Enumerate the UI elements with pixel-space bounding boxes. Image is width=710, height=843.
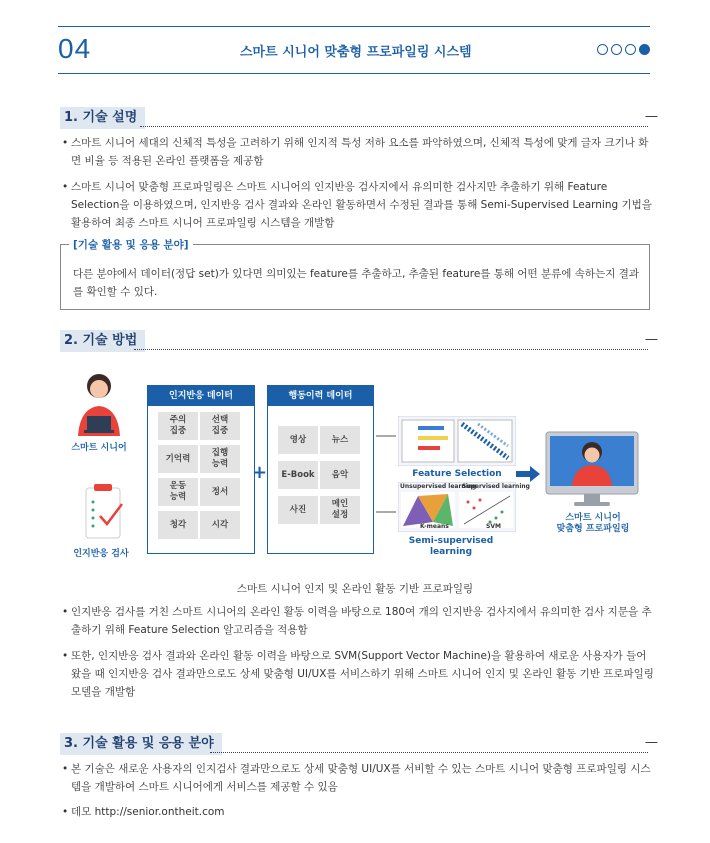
data-cell: 청각 <box>158 511 198 539</box>
divider-slash <box>634 742 658 754</box>
unsupervised-label: Unsupervised learning <box>400 483 477 490</box>
semi-supervised-label: Semi-supervised learning <box>408 536 494 557</box>
application-box-text: 다른 분야에서 데이터(정답 set)가 있다면 의미있는 feature를 추출하고, 추출된 feature를 통해 어떤 분류에 속하는지 결과를 확인할 수 있다. <box>73 268 639 298</box>
data-cell: 운동 능력 <box>158 478 198 506</box>
checklist-icon <box>84 482 126 542</box>
bullet-text: 본 기술은 새로운 사용자의 인지검사 결과만으로도 상세 맞춤형 UI/UX를 서비할 수 있는 스마트 시니어 맞춤형 프로파일링 시스템을 개발하여 스마트 시니어에게 서비스를 제공할 수 있음 <box>71 763 651 793</box>
figure-caption: 스마트 시니어 인지 및 온라인 활동 기반 프로파일링 <box>236 583 474 595</box>
data-cell: 기억력 <box>158 445 198 473</box>
data-cell: 사진 <box>278 496 318 524</box>
bullet-item <box>62 647 654 701</box>
bullet-mark: • <box>62 763 69 775</box>
bullet-item <box>62 803 654 821</box>
cognitive-data-title: 인지반응 데이터 <box>148 386 254 406</box>
cognitive-data-panel <box>147 385 255 554</box>
behavior-data-title: 행동이력 데이터 <box>268 386 373 406</box>
application-box <box>60 239 650 310</box>
kmeans-label: K-means <box>420 523 449 530</box>
bullet-item <box>62 603 654 639</box>
supervised-label: Supervised learning <box>462 483 530 490</box>
section-1-heading <box>60 107 652 129</box>
data-cell: 시각 <box>200 511 240 539</box>
cognitive-test-label: 인지반응 검사 <box>73 549 129 559</box>
section-divider <box>140 126 648 127</box>
demo-link[interactable]: 데모 http://senior.ontheit.com <box>71 806 225 818</box>
senior-person-icon <box>76 370 122 440</box>
plus-icon: + <box>252 462 268 483</box>
bullet-text: 스마트 시니어 맞춤형 프로파일링은 스마트 시니어의 인지반응 검사지에서 유의미한 검사지만 추출하기 위해 Feature Selection을 이용하였으며, 인지반응 검사 결과와 온라인 활동하면서 수정된 결과를 통해 Semi-Supervised Learning 기법을 활용하여 최종 스마트 시니어 프로파일링 시스템을 개발함 <box>71 181 652 229</box>
section-divider <box>210 752 648 753</box>
result-label: 스마트 시니어 맞춤형 프로파일링 <box>556 513 630 534</box>
bullet-mark: • <box>62 181 69 193</box>
data-cell: 뉴스 <box>320 426 360 454</box>
monitor-icon <box>544 430 640 510</box>
bullet-mark: • <box>62 137 69 149</box>
page-dot <box>597 44 608 55</box>
bullet-item <box>62 760 654 796</box>
chapter-number: 04 <box>58 33 92 64</box>
bullet-mark: • <box>62 650 69 662</box>
section-divider <box>134 349 648 350</box>
divider-slash <box>634 116 658 128</box>
bullet-text: 스마트 시니어 세대의 신체적 특성을 고려하기 위해 인지적 특성 저하 요소를 파악하였으며, 신체적 특성에 맞게 글자 크기나 화면 비율 등 적용된 온라인 플랫폼을 제공함 <box>71 137 649 167</box>
section-3-heading <box>60 733 652 755</box>
behavior-data-panel <box>267 385 374 554</box>
bullet-text: 인지반응 검사를 거친 스마트 시니어의 온라인 활동 이력을 바탕으로 180여 개의 인지반응 검사지에서 유의미한 검사 지문을 추출하기 위해 Feature Selection 알고리즘을 적용함 <box>71 606 652 636</box>
section-2-title: 2. 기술 방법 <box>60 330 145 352</box>
bullet-text: 또한, 인지반응 검사 결과와 온라인 활동 이력을 바탕으로 SVM(Support Vector Machine)을 활용하여 새로운 사용자가 들어왔을 때 인지반응 검사 결과만으로도 상세 맞춤형 UI/UX를 서비스하기 위해 스마트 시니어 인지 및 온라인 활동 기반 프로파일링 모델을 개발함 <box>71 650 654 698</box>
data-cell: 집행 능력 <box>200 445 240 473</box>
page-dot-active <box>639 44 650 55</box>
application-box-title: [기술 활용 및 응용 분야] <box>69 237 193 252</box>
bullet-item <box>62 134 654 170</box>
connector-lines <box>374 430 400 530</box>
bullet-mark: • <box>62 806 69 818</box>
divider-slash <box>634 339 658 351</box>
smart-senior-label: 스마트 시니어 <box>71 443 127 453</box>
data-cell: 정서 <box>200 478 240 506</box>
feature-selection-image <box>398 416 516 466</box>
page-dot <box>611 44 622 55</box>
page-header <box>58 26 650 74</box>
section-1-title: 1. 기술 설명 <box>60 107 145 129</box>
bullet-item <box>62 178 654 232</box>
data-cell: 음악 <box>320 461 360 489</box>
svm-label: SVM <box>486 523 501 530</box>
data-cell: 메인 설정 <box>320 496 360 524</box>
page-dot <box>625 44 636 55</box>
page-indicator <box>597 44 650 55</box>
data-cell: 영상 <box>278 426 318 454</box>
data-cell: 선택 집중 <box>200 412 240 440</box>
section-2-heading <box>60 330 652 352</box>
data-cell: E-Book <box>278 461 318 489</box>
feature-selection-label: Feature Selection <box>412 469 502 479</box>
bullet-mark: • <box>62 606 69 618</box>
data-cell: 주의 집중 <box>158 412 198 440</box>
arrow-right-icon <box>516 466 540 482</box>
section-3-title: 3. 기술 활용 및 응용 분야 <box>60 733 222 755</box>
page-title: 스마트 시니어 맞춤형 프로파일링 시스템 <box>240 45 472 60</box>
